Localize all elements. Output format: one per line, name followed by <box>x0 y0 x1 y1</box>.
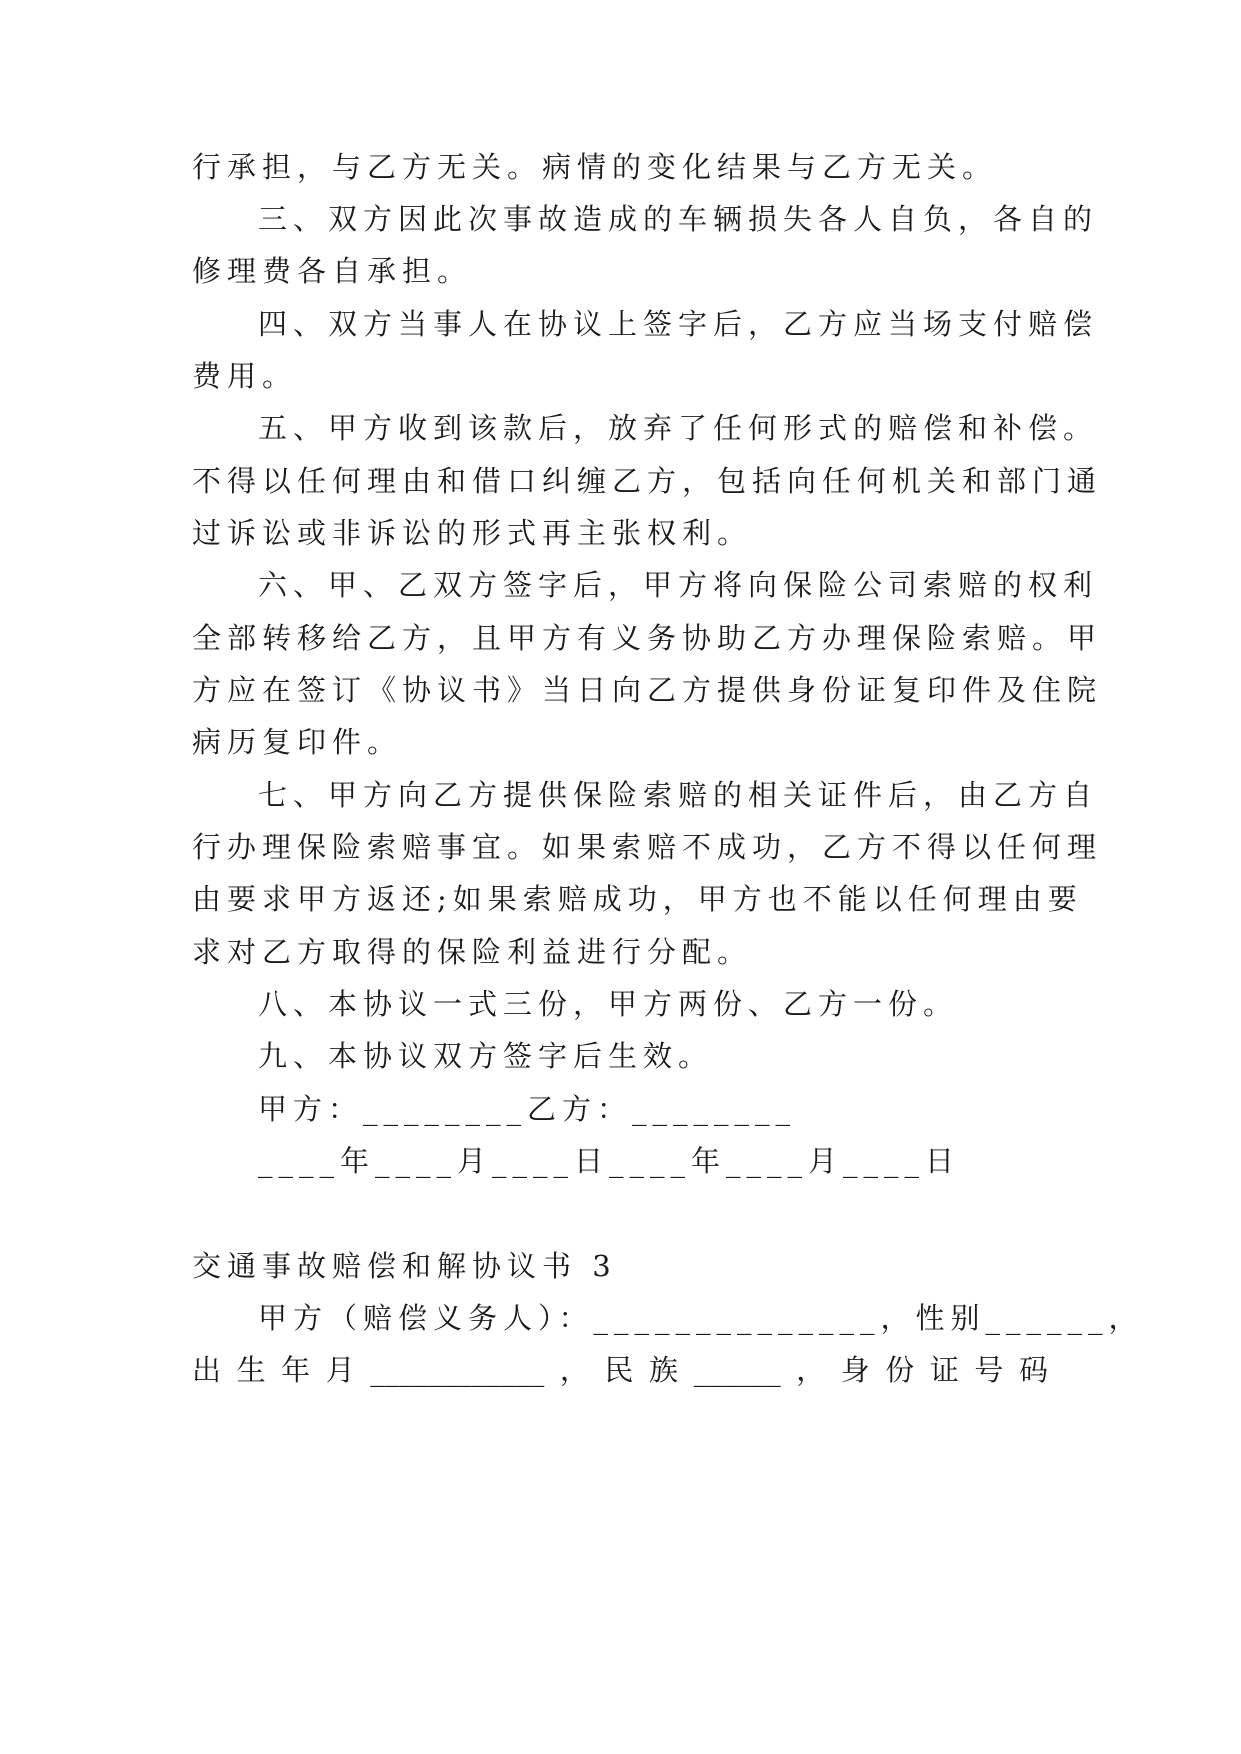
paragraph-line: 费用。 <box>192 359 298 393</box>
party-a-info-line: 出生年月____________，民族______，身份证号码 <box>192 1353 1048 1387</box>
clause-3-line: 三、双方因此次事故造成的车辆损失各人自负，各自的 <box>258 202 1099 236</box>
paragraph-line: 全部转移给乙方，且甲方有义务协助乙方办理保险索赔。甲 <box>192 621 1103 655</box>
clause-4-line: 四、双方当事人在协议上签字后，乙方应当场支付赔偿 <box>258 307 1099 341</box>
paragraph-line: 求对乙方取得的保险利益进行分配。 <box>192 935 753 969</box>
paragraph-line: 过诉讼或非诉讼的形式再主张权利。 <box>192 516 753 550</box>
paragraph-line: 行承担，与乙方无关。病情的变化结果与乙方无关。 <box>192 150 998 184</box>
paragraph-line: 修理费各自承担。 <box>192 254 473 288</box>
section-title: 交通事故赔偿和解协议书 3 <box>192 1249 617 1283</box>
party-a-info-line: 甲方（赔偿义务人）：______________，性别______， <box>258 1301 1144 1335</box>
clause-9-line: 九、本协议双方签字后生效。 <box>258 1039 714 1073</box>
signature-line: 甲方：________乙方：________ <box>258 1092 797 1126</box>
clause-8-line: 八、本协议一式三份，甲方两份、乙方一份。 <box>258 987 959 1021</box>
paragraph-line: 方应在签订《协议书》当日向乙方提供身份证复印件及住院 <box>192 673 1103 707</box>
clause-5-line: 五、甲方收到该款后，放弃了任何形式的赔偿和补偿。 <box>258 411 1099 445</box>
clause-7-line: 七、甲方向乙方提供保险索赔的相关证件后，由乙方自 <box>258 778 1099 812</box>
clause-6-line: 六、甲、乙双方签字后，甲方将向保险公司索赔的权利 <box>258 568 1099 602</box>
paragraph-line: 行办理保险索赔事宜。如果索赔不成功，乙方不得以任何理 <box>192 830 1103 864</box>
date-line: ____年____月____日____年____月____日 <box>258 1144 961 1178</box>
paragraph-line: 病历复印件。 <box>192 725 403 759</box>
paragraph-line: 不得以任何理由和借口纠缠乙方，包括向任何机关和部门通 <box>192 464 1103 498</box>
paragraph-line: 由要求甲方返还;如果索赔成功，甲方也不能以任何理由要 <box>192 882 1083 916</box>
